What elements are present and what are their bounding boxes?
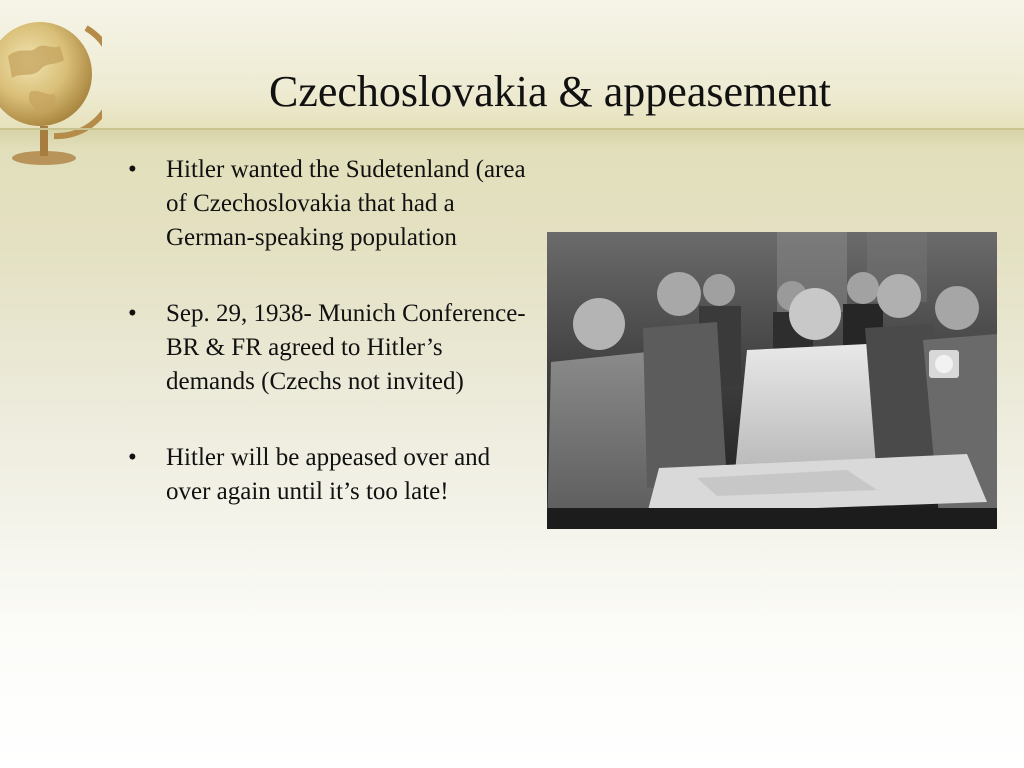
bullet-text: Hitler wanted the Sudetenland (area of Czechoslovakia that had a German-speaking population (166, 156, 526, 251)
bullet-marker: • (128, 300, 137, 327)
bullet-marker: • (128, 156, 137, 183)
bullet-text: Sep. 29, 1938- Munich Conference- BR & FR agreed to Hitler’s demands (Czechs not invited) (166, 300, 526, 395)
historical-photo (547, 232, 997, 529)
bullet-item (128, 153, 528, 255)
bullet-item (128, 297, 528, 399)
bullet-list (128, 153, 528, 551)
bullet-marker: • (128, 444, 137, 471)
title-divider (0, 128, 1024, 130)
bullet-text: Hitler will be appeased over and over again until it’s too late! (166, 444, 491, 505)
slide-title: Czechoslovakia & appeasement (268, 67, 831, 116)
bullet-item (128, 441, 528, 509)
globe-icon (0, 8, 102, 168)
